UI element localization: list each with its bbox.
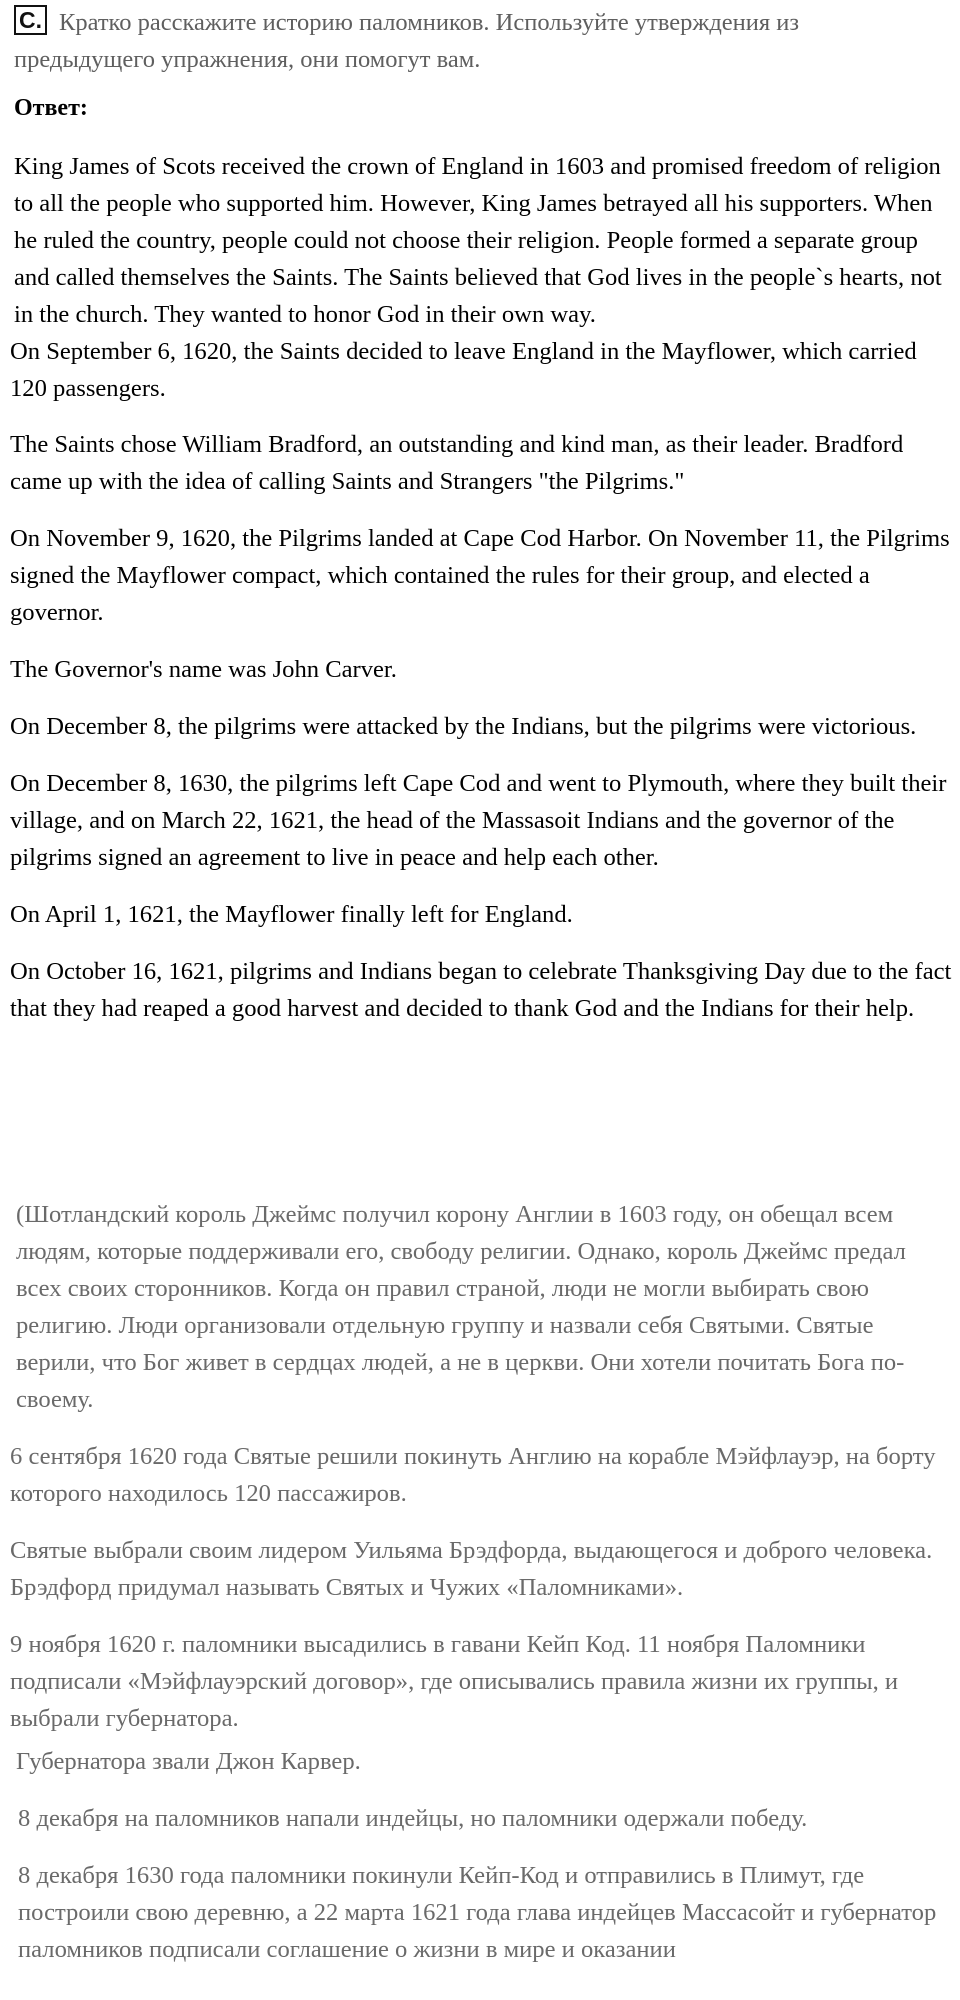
english-paragraph: The Saints chose William Bradford, an outstanding and kind man, as their leader. Bradford came up with the idea of calling Saints and Strangers "the Pilgrims." (10, 431, 904, 495)
russian-translation-text (10, 1196, 955, 1988)
answer-label: Ответ: (14, 95, 88, 121)
russian-paragraph: (Шотландский король Джеймс получил корону Англии в 1603 году, он обещал всем людям, которые поддерживали его, свободу религии. Однако, король Джеймс предал всех своих сторонников. Когда он правил страной, люди не могли выбирать свою религию. Люди организовали отдельную группу и назвали себя Святыми. Святые верили, что Бог живет в сердцах людей, а не в церкви. Они хотели почитать Бога по-своему. (16, 1201, 906, 1413)
english-paragraph: On April 1, 1621, the Mayflower finally left for England. (10, 901, 573, 928)
english-paragraph: On November 9, 1620, the Pilgrims landed at Cape Cod Harbor. On November 11, the Pilgrims signed the Mayflower compact, which contained the rules for their group, and elected a governor. (10, 525, 950, 626)
english-paragraph: The Governor's name was John Carver. (10, 656, 397, 683)
russian-paragraph: 9 ноября 1620 г. паломники высадились в гавани Кейп Код. 11 ноября Паломники подписали «Мэйфлауэрский договор», где описывались правила жизни их группы, и выбрали губернатора. (10, 1631, 899, 1732)
english-paragraph: On December 8, 1630, the pilgrims left Cape Cod and went to Plymouth, where they built their village, and on March 22, 1621, the head of the Massasoit Indians and the governor of the pilgrims signed an agreement to live in peace and help each other. (10, 770, 947, 871)
english-paragraph: On October 16, 1621, pilgrims and Indians began to celebrate Thanksgiving Day due to the fact that they had reaped a good harvest and decided to thank God and the Indians for their help. (10, 958, 952, 1022)
english-paragraph: On December 8, the pilgrims were attacked by the Indians, but the pilgrims were victorious. (10, 713, 917, 740)
russian-paragraph: 6 сентября 1620 года Святые решили покинуть Англию на корабле Мэйфлауэр, на борту которого находилось 120 пассажиров. (10, 1443, 936, 1507)
english-paragraph: King James of Scots received the crown of England in 1603 and promised freedom of religion to all the people who supported him. However, King James betrayed all his supporters. When he ruled the country, people could not choose their religion. People formed a separate group and called themselves the Saints. The Saints believed that God lives in the people`s hearts, not in the church. They wanted to honor God in their own way. (14, 153, 942, 328)
russian-paragraph: Святые выбрали своим лидером Уильяма Брэдфорда, выдающегося и доброго человека. Брэдфорд придумал называть Святых и Чужих «Паломниками». (10, 1537, 933, 1601)
task-letter-box: C. (14, 5, 47, 35)
task-instruction-text: Кратко расскажите историю паломников. Используйте утверждения из предыдущего упражнения, они помогут вам. (14, 9, 800, 73)
russian-paragraph: 8 декабря на паломников напали индейцы, но паломники одержали победу. (18, 1805, 808, 1832)
english-paragraph: On September 6, 1620, the Saints decided to leave England in the Mayflower, which carried 120 passengers. (10, 338, 917, 402)
russian-paragraph: Губернатора звали Джон Карвер. (16, 1748, 361, 1775)
english-answer-text (10, 148, 955, 1047)
task-instruction (14, 4, 944, 78)
russian-paragraph: 8 декабря 1630 года паломники покинули Кейп-Код и отправились в Плимут, где построили свою деревню, а 22 марта 1621 года глава индейцев Массасойт и губернатор паломников подписали соглашение о жизни в мире и оказании (18, 1862, 937, 1963)
